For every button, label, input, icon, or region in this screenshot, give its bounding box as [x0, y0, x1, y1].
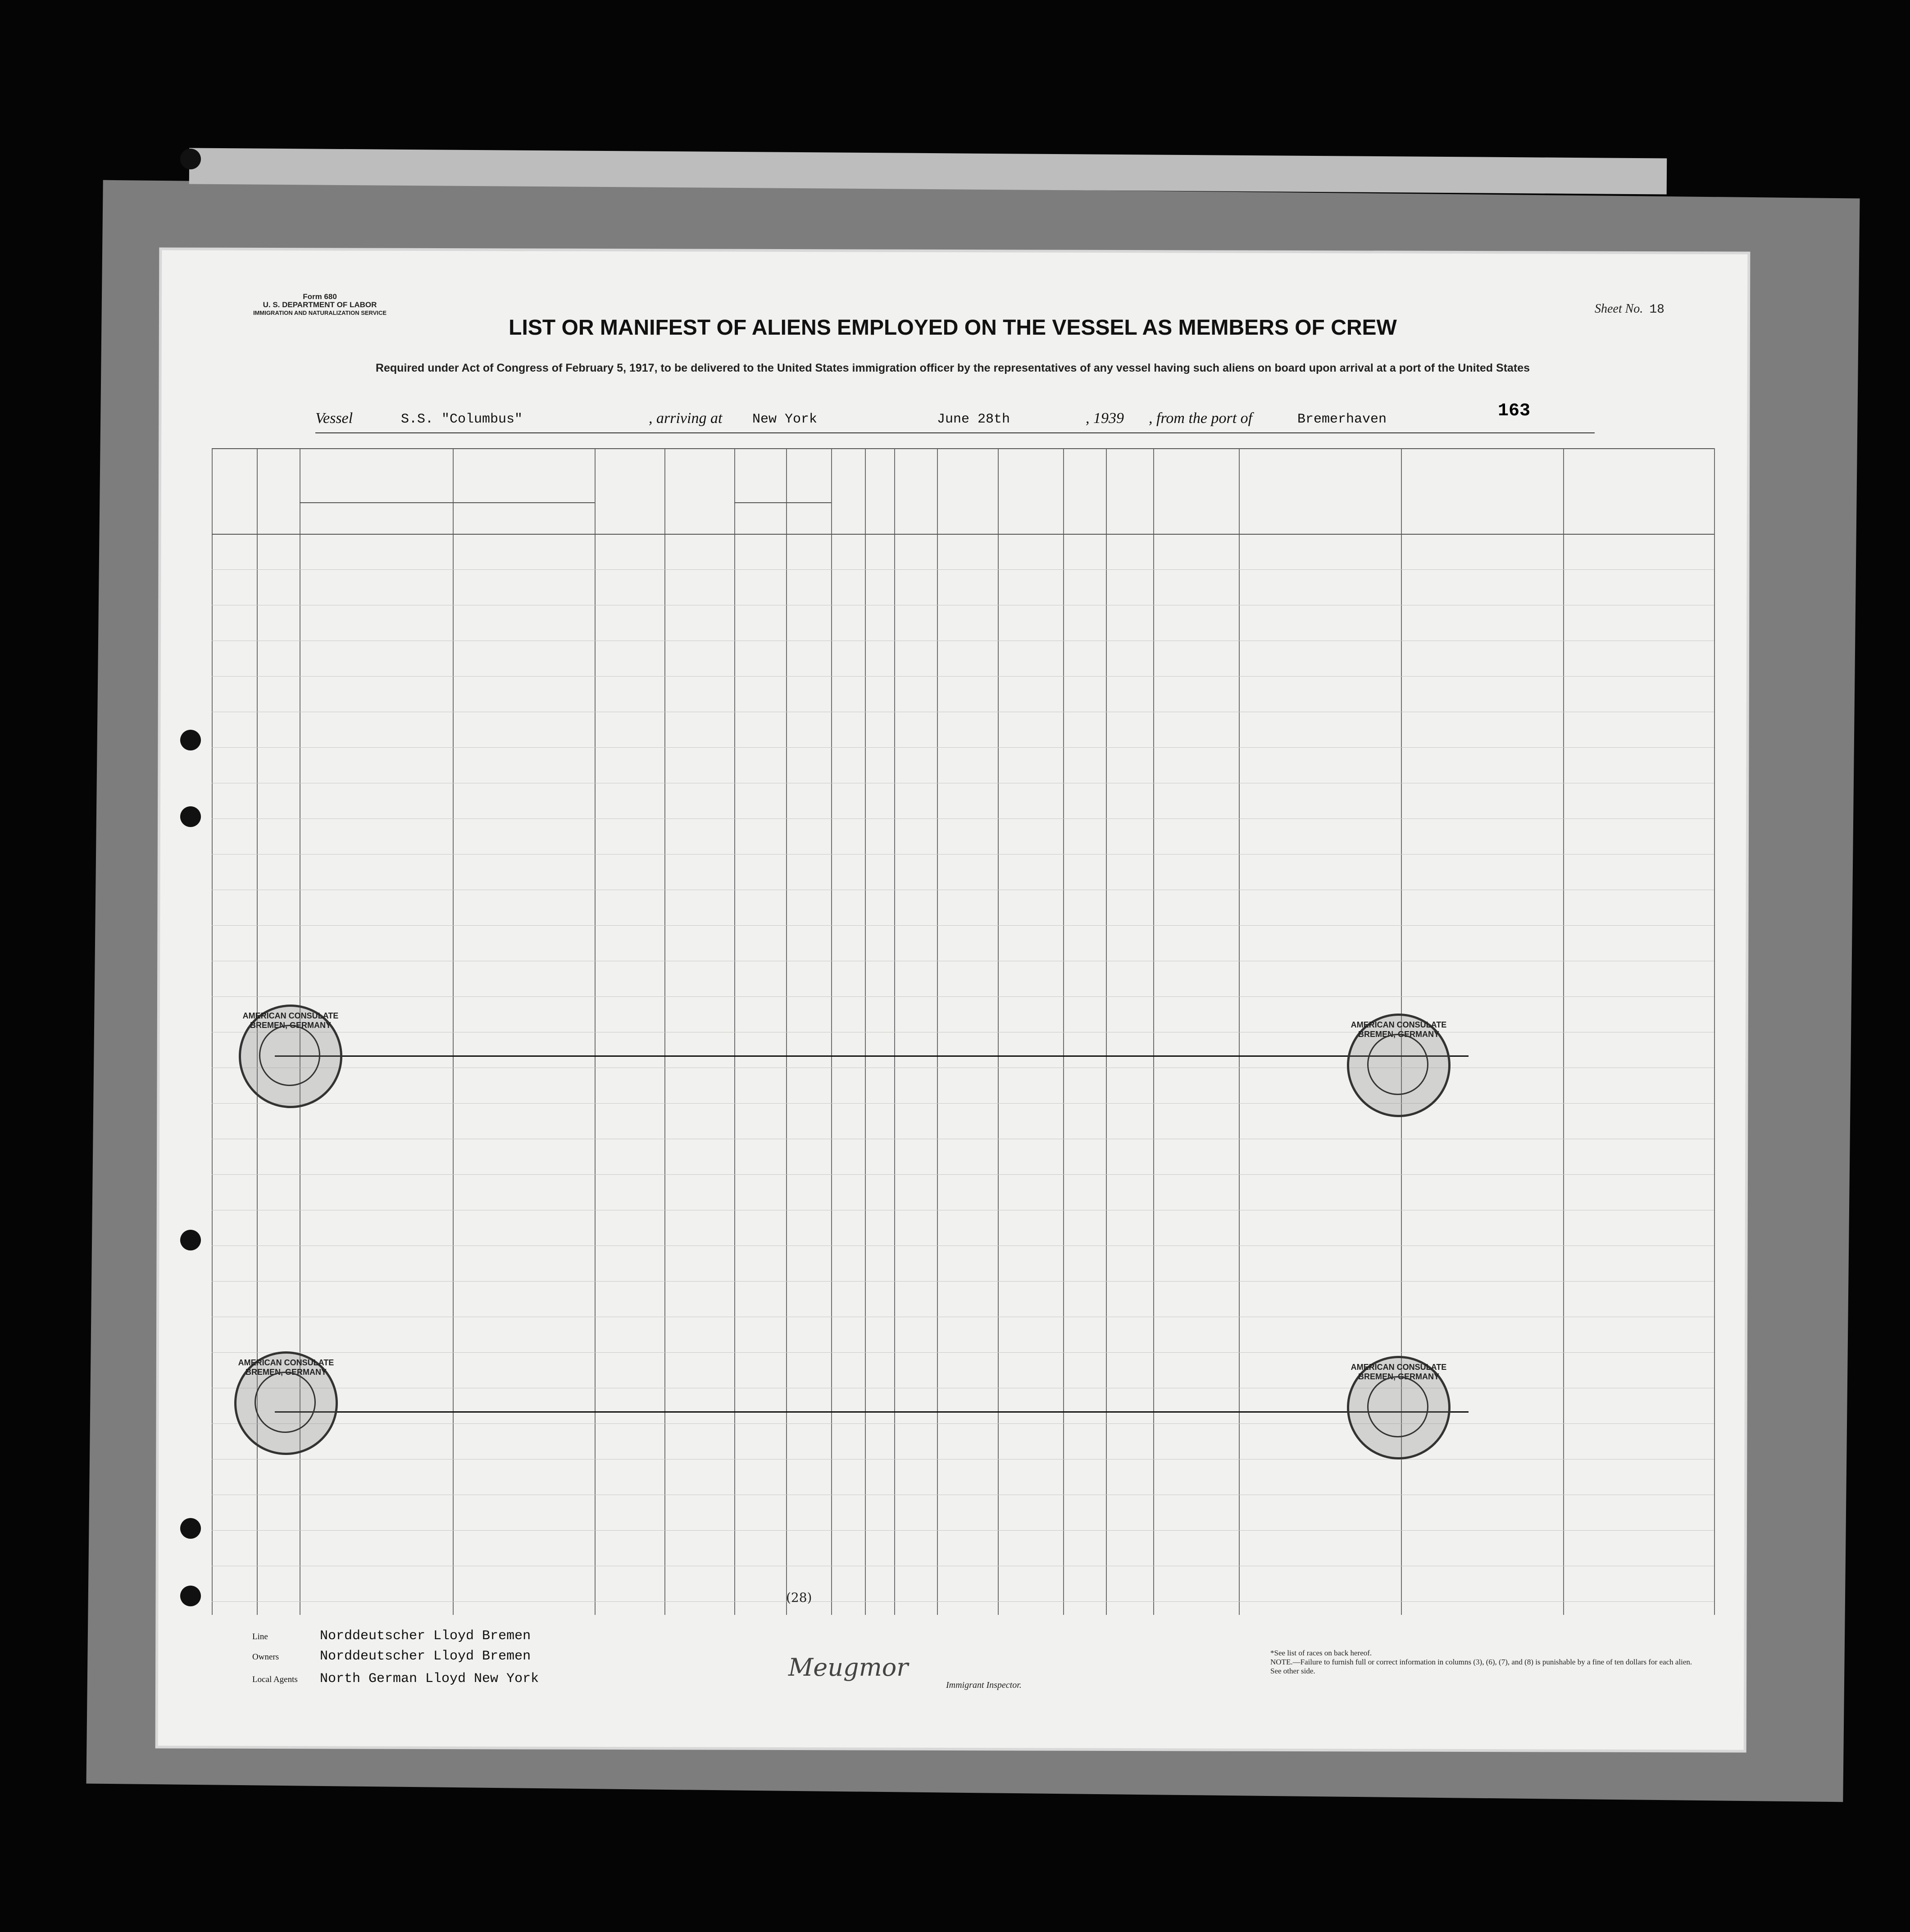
arriving-port: New York: [752, 412, 818, 427]
page-count: (28): [786, 1590, 812, 1605]
arrival-date: June 28th: [937, 412, 1010, 427]
grid-vline: [998, 448, 999, 1615]
punch-hole: [180, 806, 201, 827]
row-rule: [212, 676, 1714, 677]
punch-hole: [180, 730, 201, 750]
grid-vline: [734, 448, 735, 1615]
consulate-stamp: [1347, 1356, 1451, 1459]
inspector-label: Immigrant Inspector.: [946, 1680, 1022, 1690]
header-divider: [734, 502, 831, 503]
sheet-number-label: Sheet No.: [1595, 302, 1643, 316]
crew-table: [212, 448, 1714, 1615]
grid-vline: [1714, 448, 1715, 1615]
grid-vline: [1106, 448, 1107, 1615]
owners-label: Owners: [252, 1652, 279, 1662]
agents-value: North German Lloyd New York: [320, 1671, 539, 1687]
vessel-line: [315, 410, 1595, 433]
grid-vline: [595, 448, 596, 1615]
grid-vline: [1153, 448, 1154, 1615]
stamp-text: AMERICAN CONSULATE BREMEN, GERMANY: [242, 1011, 339, 1030]
row-rule: [212, 1103, 1714, 1104]
service-line: IMMIGRATION AND NATURALIZATION SERVICE: [253, 309, 387, 316]
inspector-signature: Meugmor: [788, 1653, 909, 1682]
footer-agents: [252, 1671, 539, 1687]
consulate-stamp: [234, 1351, 338, 1455]
punch-hole: [180, 1230, 201, 1250]
grid-vline: [937, 448, 938, 1615]
arrival-year: , 1939: [1086, 410, 1124, 427]
grid-vline: [786, 448, 787, 1615]
row-rule: [212, 747, 1714, 748]
sheet-number: [1595, 302, 1664, 317]
vessel-name: S.S. "Columbus": [401, 412, 523, 427]
line-value: Norddeutscher Lloyd Bremen: [320, 1628, 531, 1644]
form-number: Form 680: [303, 292, 337, 301]
grid-vline: [664, 448, 665, 1615]
row-rule: [212, 1601, 1714, 1602]
from-port-label: , from the port of: [1149, 410, 1253, 427]
from-port: Bremerhaven: [1297, 412, 1387, 427]
row-rule: [212, 1174, 1714, 1175]
grid-vline: [212, 448, 213, 1615]
row-rule: [212, 1530, 1714, 1531]
grid-hline: [212, 448, 1714, 449]
fine-note: NOTE.—Failure to furnish full or correct information in columns (3), (6), (7), and (8) is punishable by a fine of ten dollars for each alien. See other side.: [1270, 1658, 1692, 1675]
footer-owners: [252, 1649, 531, 1664]
row-rule: [212, 996, 1714, 997]
header-divider: [300, 502, 595, 503]
consulate-stamp: [239, 1005, 342, 1108]
stamp-text: AMERICAN CONSULATE BREMEN, GERMANY: [238, 1358, 334, 1377]
grid-vline: [1239, 448, 1240, 1615]
row-rule: [212, 854, 1714, 855]
document-title: LIST OR MANIFEST OF ALIENS EMPLOYED ON THE VESSEL AS MEMBERS OF CREW: [509, 316, 1397, 340]
stamp-text: AMERICAN CONSULATE BREMEN, GERMANY: [1351, 1363, 1447, 1381]
row-rule: [212, 925, 1714, 926]
race-note: *See list of races on back hereof.: [1270, 1649, 1372, 1657]
page-stamp-number: 163: [1498, 401, 1531, 421]
line-label: Line: [252, 1632, 268, 1641]
arriving-label: , arriving at: [649, 410, 723, 427]
grid-vline: [1063, 448, 1064, 1615]
row-rule: [212, 1352, 1714, 1353]
grid-vline: [865, 448, 866, 1615]
grid-vline: [831, 448, 832, 1615]
owners-value: Norddeutscher Lloyd Bremen: [320, 1649, 531, 1664]
vessel-label: Vessel: [315, 410, 353, 427]
grid-vline: [1563, 448, 1564, 1615]
strikethrough-line: [275, 1411, 1469, 1413]
footer-note: [1270, 1649, 1703, 1676]
agents-label: Local Agents: [252, 1675, 298, 1684]
grid-hline: [212, 534, 1714, 535]
strikethrough-line: [275, 1055, 1469, 1057]
document-subtitle: Required under Act of Congress of February 5, 1917, to be delivered to the United States immigration officer by the representatives of any vessel having such aliens on board upon arrival at a port of the United States: [375, 362, 1530, 374]
consulate-stamp: [1347, 1014, 1451, 1117]
row-rule: [212, 569, 1714, 570]
punch-hole: [180, 1586, 201, 1606]
row-rule: [212, 1423, 1714, 1424]
form-header: [234, 293, 405, 317]
sheet-number-value: 18: [1649, 303, 1664, 317]
footer-line: [252, 1628, 531, 1644]
punch-hole: [180, 149, 201, 169]
department-line: U. S. DEPARTMENT OF LABOR: [263, 300, 377, 309]
row-rule: [212, 818, 1714, 819]
grid-vline: [453, 448, 454, 1615]
grid-vline: [894, 448, 895, 1615]
punch-hole: [180, 1518, 201, 1539]
stamp-text: AMERICAN CONSULATE BREMEN, GERMANY: [1351, 1020, 1447, 1039]
row-rule: [212, 1281, 1714, 1282]
